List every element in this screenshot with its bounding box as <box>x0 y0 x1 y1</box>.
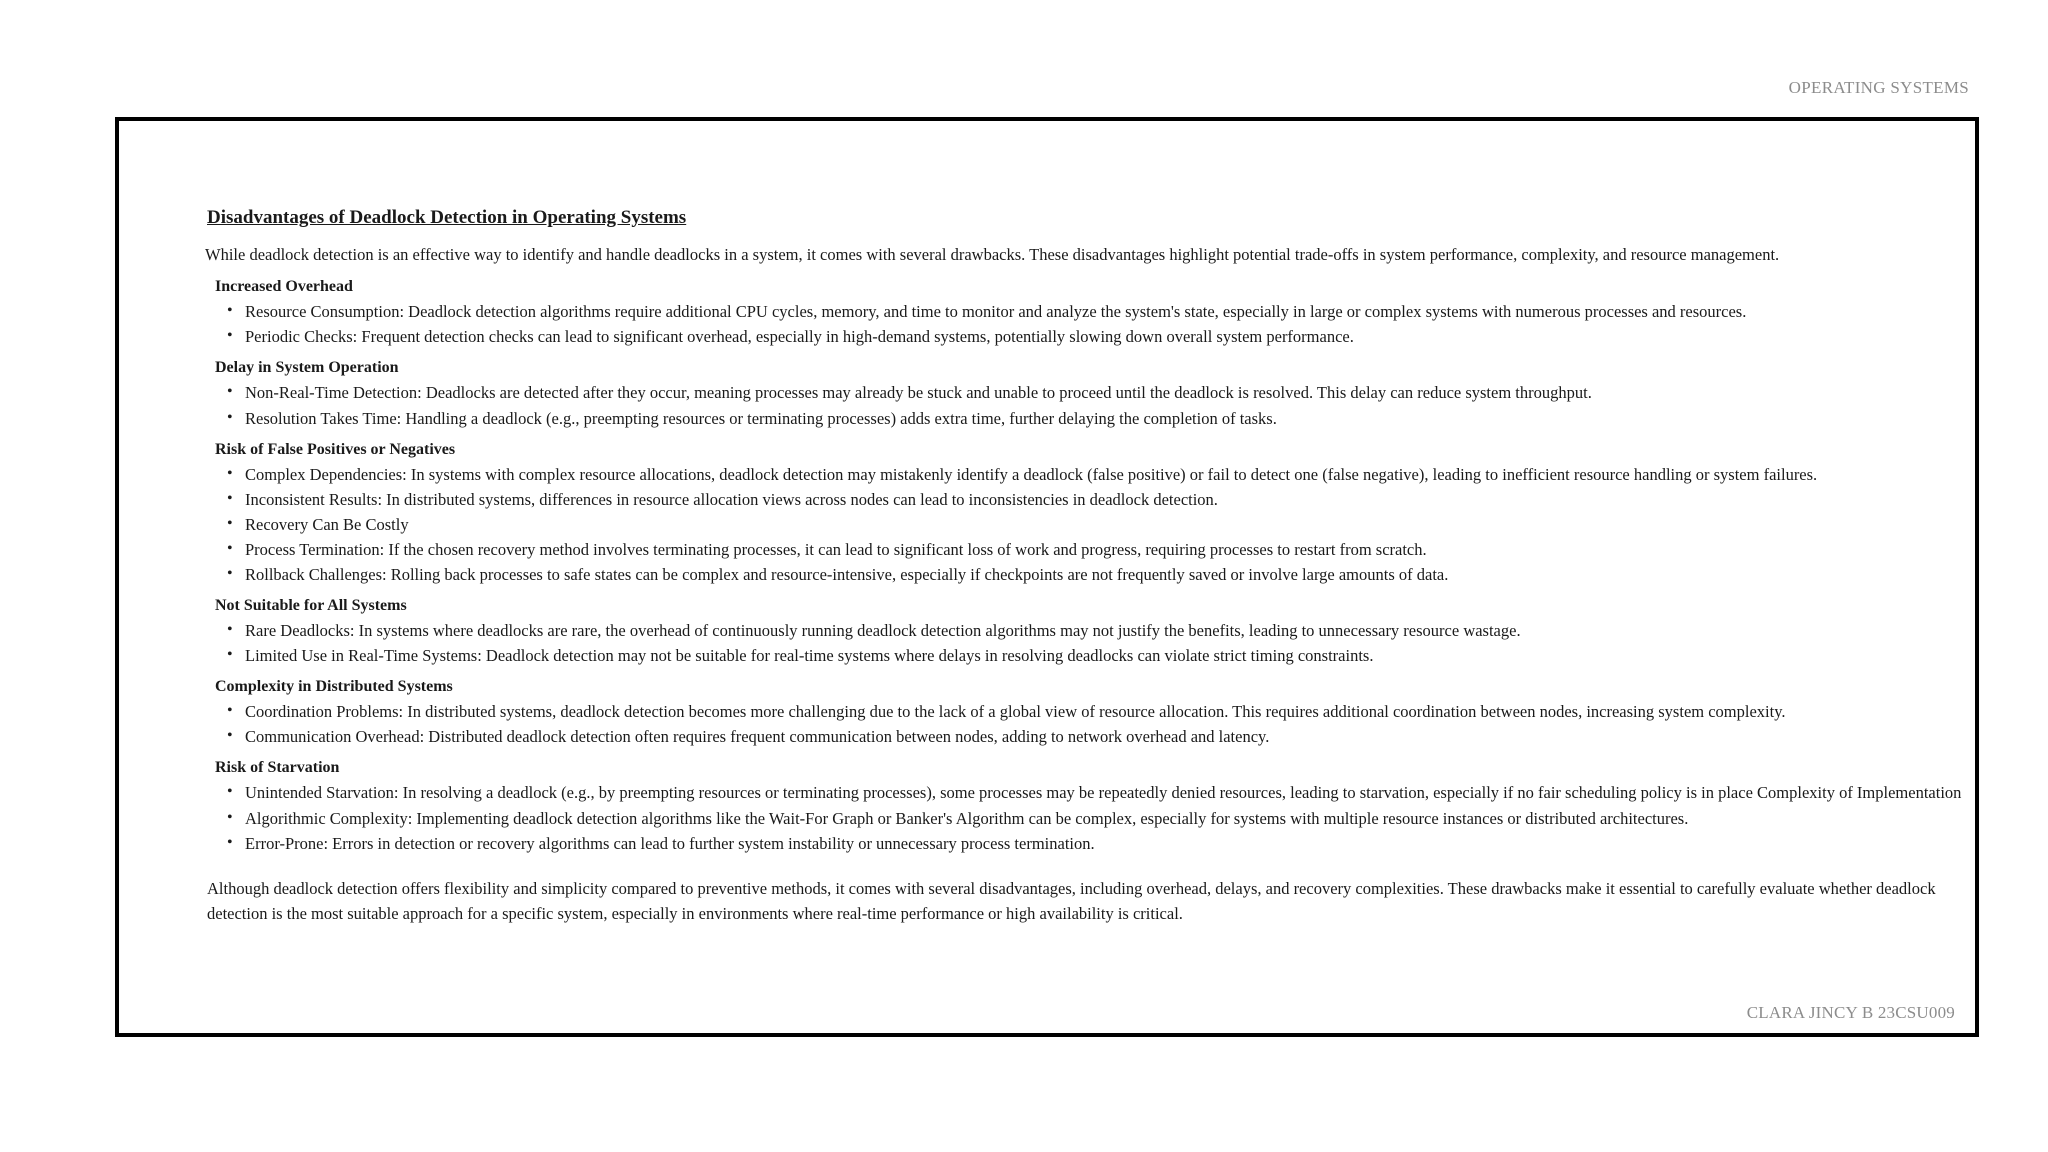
bullet-icon: • <box>227 808 233 826</box>
bullet-icon: • <box>227 408 233 426</box>
list-item <box>227 832 1985 855</box>
list-item <box>227 725 1985 748</box>
list-item <box>227 644 1985 667</box>
list-item-text: Recovery Can Be Costly <box>245 514 409 534</box>
list-item <box>227 463 1985 486</box>
list-item-text: Resolution Takes Time: Handling a deadlock (e.g., preempting resources or terminating processes) adds extra time, further delaying the completion of tasks. <box>245 408 1277 428</box>
list-item <box>227 325 1985 348</box>
list-item <box>227 538 1985 561</box>
list-item <box>227 619 1985 642</box>
bullet-icon: • <box>227 302 233 320</box>
bullet-icon: • <box>227 564 233 582</box>
list-item-text: Limited Use in Real-Time Systems: Deadlock detection may not be suitable for real-time systems where delays in resolving deadlocks can violate strict timing constraints. <box>245 646 1374 666</box>
section-heading: Risk of Starvation <box>215 759 340 777</box>
intro-paragraph: While deadlock detection is an effective way to identify and handle deadlocks in a system, it comes with several drawbacks. These disadvantages highlight potential trade-offs in system performance, complexity, and resource management. <box>205 244 1780 264</box>
list-item-text: Periodic Checks: Frequent detection checks can lead to significant overhead, especially in high-demand systems, potentially slowing down overall system performance. <box>245 327 1354 347</box>
document-title: Disadvantages of Deadlock Detection in Operating Systems <box>207 207 687 228</box>
bullet-icon: • <box>227 327 233 345</box>
list-item-text: Rollback Challenges: Rolling back processes to safe states can be complex and resource-intensive, especially if checkpoints are not frequently saved or involve large amounts of data. <box>245 564 1449 584</box>
bullet-icon: • <box>227 621 233 639</box>
list-item-text: Rare Deadlocks: In systems where deadlocks are rare, the overhead of continuously running deadlock detection algorithms may not justify the benefits, leading to unnecessary resource wastage. <box>245 621 1521 641</box>
sections-container <box>205 277 1985 855</box>
bullet-list <box>205 700 1985 748</box>
bullet-icon: • <box>227 539 233 557</box>
list-item-text: Algorithmic Complexity: Implementing deadlock detection algorithms like the Wait-For Graph or Banker's Algorithm can be complex, especially for systems with multiple resource instances or distributed architectures. <box>245 808 1689 828</box>
section-heading: Delay in System Operation <box>215 359 399 377</box>
list-item-text: Complex Dependencies: In systems with complex resource allocations, deadlock detection may mistakenly identify a deadlock (false positive) or fail to detect one (false negative), leading to inefficient resource handling or system failures. <box>245 464 1818 484</box>
list-item-text: Unintended Starvation: In resolving a deadlock (e.g., by preempting resources or terminating processes), some processes may be repeatedly denied resources, leading to starvation, especially if no fair scheduling policy is in place Complexity of Implementation <box>245 783 1962 803</box>
conclusion-paragraph: Although deadlock detection offers flexibility and simplicity compared to preventive methods, it comes with several disadvantages, including overhead, delays, and recovery complexities. These drawbacks make it essential to carefully evaluate whether deadlock detection is the most suitable approach for a specific system, especially in environments where real-time performance or high availability is critical. <box>207 878 1936 924</box>
bullet-icon: • <box>227 646 233 664</box>
list-item <box>227 488 1985 511</box>
list-item-text: Process Termination: If the chosen recovery method involves terminating processes, it can lead to significant loss of work and progress, requiring processes to restart from scratch. <box>245 539 1427 559</box>
bullet-icon: • <box>227 833 233 851</box>
list-item-text: Non-Real-Time Detection: Deadlocks are detected after they occur, meaning processes may already be stuck and unable to proceed until the deadlock is resolved. This delay can reduce system throughput. <box>245 383 1592 403</box>
list-item <box>227 300 1985 323</box>
bullet-icon: • <box>227 514 233 532</box>
list-item <box>227 407 1985 430</box>
bullet-list <box>205 463 1985 586</box>
list-item <box>227 700 1985 723</box>
list-item <box>227 381 1985 404</box>
list-item <box>227 781 1985 804</box>
bullet-icon: • <box>227 383 233 401</box>
bullet-list <box>205 300 1985 348</box>
bullet-list <box>205 619 1985 667</box>
bullet-icon: • <box>227 489 233 507</box>
section-heading: Increased Overhead <box>215 278 353 296</box>
list-item-text: Coordination Problems: In distributed systems, deadlock detection becomes more challenging due to the lack of a global view of resource allocation. This requires additional coordination between nodes, increasing system complexity. <box>245 702 1786 722</box>
bullet-list <box>205 781 1985 854</box>
section-heading: Risk of False Positives or Negatives <box>215 440 456 458</box>
section-heading: Complexity in Distributed Systems <box>215 678 453 696</box>
bullet-icon: • <box>227 464 233 482</box>
list-item <box>227 513 1985 536</box>
list-item <box>227 807 1985 830</box>
bullet-icon: • <box>227 702 233 720</box>
bullet-icon: • <box>227 727 233 745</box>
list-item-text: Error-Prone: Errors in detection or recovery algorithms can lead to further system instability or unnecessary process termination. <box>245 833 1095 853</box>
list-item-text: Resource Consumption: Deadlock detection algorithms require additional CPU cycles, memory, and time to monitor and analyze the system's state, especially in large or complex systems with numerous processes and resources. <box>245 302 1747 322</box>
section-heading: Not Suitable for All Systems <box>215 597 407 615</box>
document-content <box>205 207 1985 927</box>
bullet-icon: • <box>227 783 233 801</box>
running-header: OPERATING SYSTEMS <box>1788 78 1969 97</box>
list-item-text: Communication Overhead: Distributed deadlock detection often requires frequent communication between nodes, adding to network overhead and latency. <box>245 727 1270 747</box>
page-footer: CLARA JINCY B 23CSU009 <box>1746 1003 1955 1022</box>
bullet-list <box>205 381 1985 429</box>
list-item-text: Inconsistent Results: In distributed systems, differences in resource allocation views across nodes can lead to inconsistencies in deadlock detection. <box>245 489 1218 509</box>
page-frame <box>115 117 1979 1037</box>
list-item <box>227 563 1985 586</box>
